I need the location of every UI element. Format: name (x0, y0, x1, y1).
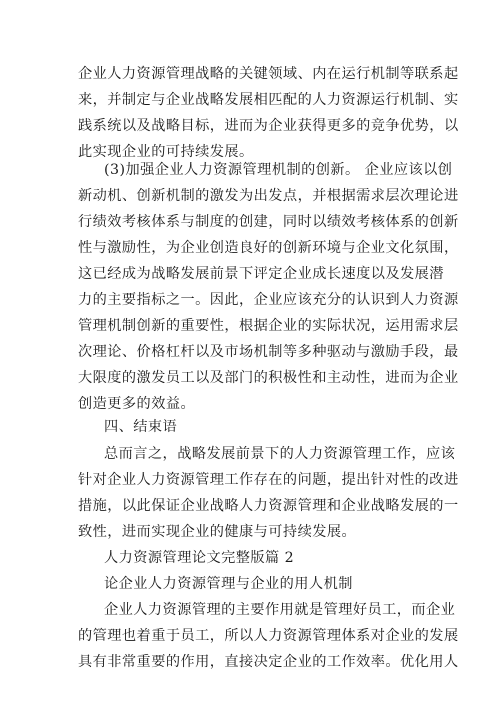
text-line: 的管理也着重于员工，所以人力资源管理体系对企业的发展 (78, 628, 459, 644)
paragraph-first-line: 企业人力资源管理的主要作用就是管理好员工，而企业 (104, 602, 456, 618)
text-line: 企业人力资源管理战略的关键领域、内在运行机制等联系起 (78, 66, 459, 82)
text-line: 性与激励性，为企业创造良好的创新环境与企业文化氛围， (78, 240, 459, 256)
text-line: 措施，以此保证企业战略人力资源管理和企业战略发展的一 (78, 498, 459, 514)
article-title: 人力资源管理论文完整版篇 2 (104, 550, 295, 566)
text-line: 具有非常重要的作用，直接决定企业的工作效率。优化用人 (78, 654, 459, 670)
paragraph-first-line: (3)加强企业人力资源管理机制的创新。 企业应该以创 (104, 162, 453, 178)
paragraph-first-line: 总而言之，战略发展前景下的人力资源管理工作，应该 (104, 446, 456, 462)
text-line: 管理机制创新的重要性，根据企业的实际状况，运用需求层 (78, 318, 459, 334)
text-line: 此实现企业的可持续发展。 (78, 144, 254, 160)
section-heading: 四、结束语 (104, 419, 178, 435)
text-line: 行绩效考核体系与制度的创建，同时以绩效考核体系的创新 (78, 214, 459, 230)
text-line: 致性，进而实现企业的健康与可持续发展。 (78, 524, 357, 540)
text-line: 大限度的激发员工以及部门的积极性和主动性，进而为企业 (78, 370, 459, 386)
article-subtitle: 论企业人力资源管理与企业的用人机制 (104, 576, 353, 592)
text-line: 针对企业人力资源管理工作存在的问题，提出针对性的改进 (78, 472, 459, 488)
text-line: 践系统以及战略目标，进而为企业获得更多的竞争优势，以 (78, 118, 459, 134)
text-line: 次理论、价格杠杆以及市场机制等多种驱动与激励手段，最 (78, 344, 459, 360)
text-line: 新动机、创新机制的激发为出发点，并根据需求层次理论进 (78, 188, 459, 204)
text-line: 力的主要指标之一。因此，企业应该充分的认识到人力资源 (78, 292, 459, 308)
text-line: 创造更多的效益。 (78, 396, 196, 412)
text-line: 这已经成为战略发展前景下评定企业成长速度以及发展潜 (78, 266, 444, 282)
text-line: 来，并制定与企业战略发展相匹配的人力资源运行机制、实 (78, 92, 459, 108)
